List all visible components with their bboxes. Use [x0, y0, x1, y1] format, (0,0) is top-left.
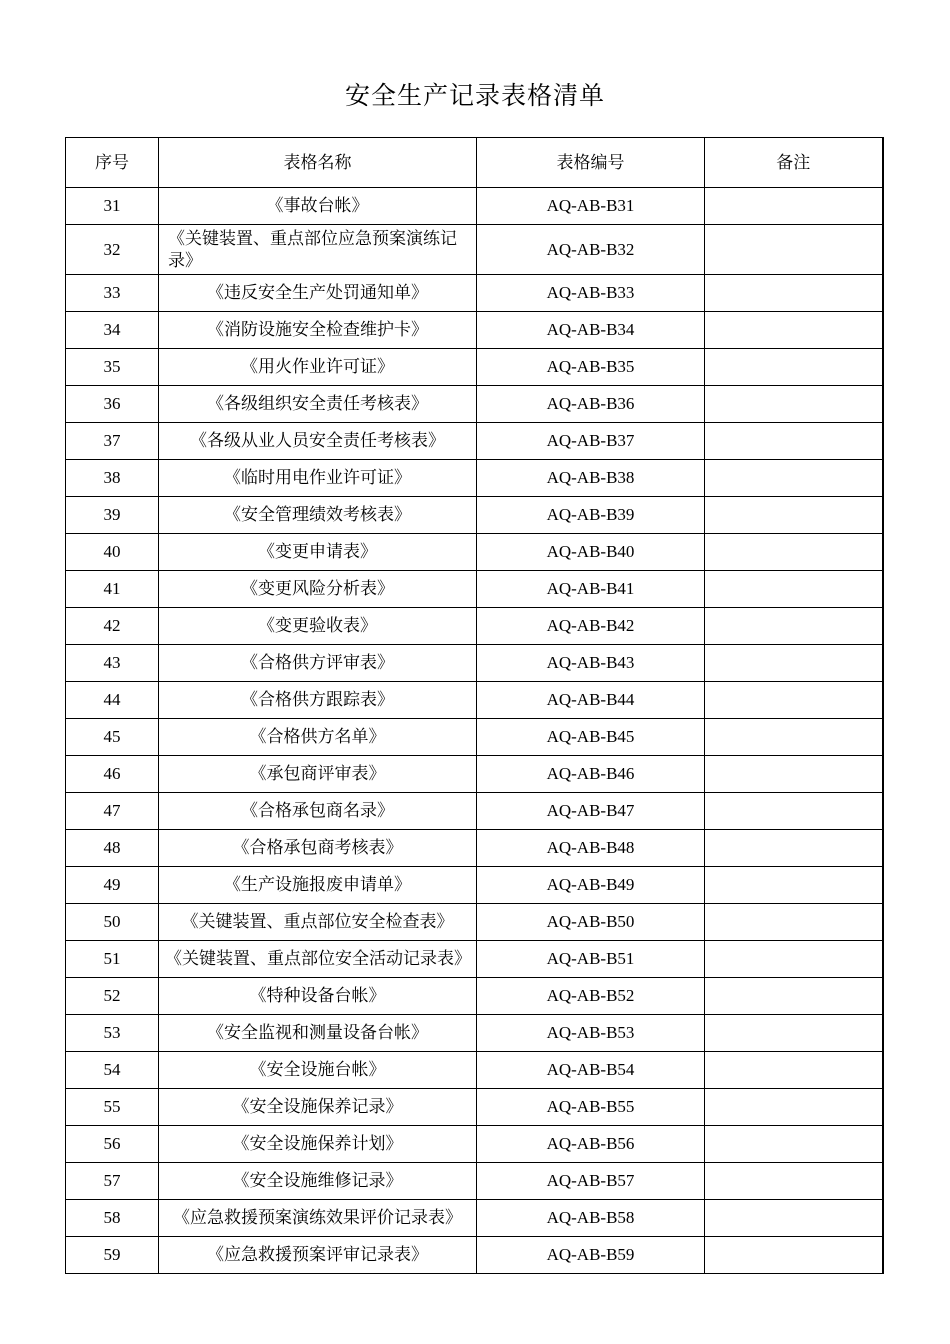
table-row [66, 497, 883, 534]
remarks-cell [705, 571, 883, 608]
table-row [66, 756, 883, 793]
table-row [66, 534, 883, 571]
remarks-cell [705, 1052, 883, 1089]
serial-cell: 53 [66, 1015, 159, 1052]
remarks-cell [705, 904, 883, 941]
table-row [66, 1163, 883, 1200]
form-name-cell: 《消防设施安全检查维护卡》 [159, 312, 477, 349]
serial-cell: 50 [66, 904, 159, 941]
form-name-cell: 《安全设施保养计划》 [159, 1126, 477, 1163]
form-name-cell: 《安全设施维修记录》 [159, 1163, 477, 1200]
serial-cell: 34 [66, 312, 159, 349]
remarks-cell [705, 608, 883, 645]
table-row [66, 188, 883, 225]
remarks-cell [705, 423, 883, 460]
table-row [66, 312, 883, 349]
form-code-cell: AQ-AB-B31 [477, 188, 705, 225]
remarks-cell [705, 1015, 883, 1052]
remarks-cell [705, 645, 883, 682]
form-code-cell: AQ-AB-B49 [477, 867, 705, 904]
form-name-cell: 《安全设施保养记录》 [159, 1089, 477, 1126]
serial-cell: 40 [66, 534, 159, 571]
serial-cell: 33 [66, 275, 159, 312]
serial-cell: 48 [66, 830, 159, 867]
table-row [66, 793, 883, 830]
table-row [66, 1052, 883, 1089]
remarks-cell [705, 719, 883, 756]
remarks-cell [705, 312, 883, 349]
serial-cell: 32 [66, 225, 159, 275]
form-name-cell: 《合格供方跟踪表》 [159, 682, 477, 719]
form-code-cell: AQ-AB-B58 [477, 1200, 705, 1237]
remarks-cell [705, 682, 883, 719]
form-name-cell: 《关键装置、重点部位应急预案演练记录》 [159, 225, 477, 275]
form-code-cell: AQ-AB-B35 [477, 349, 705, 386]
remarks-cell [705, 1126, 883, 1163]
table-row [66, 386, 883, 423]
table-row [66, 645, 883, 682]
form-name-cell: 《违反安全生产处罚通知单》 [159, 275, 477, 312]
form-name-cell: 《各级组织安全责任考核表》 [159, 386, 477, 423]
table-row [66, 225, 883, 275]
form-name-cell: 《临时用电作业许可证》 [159, 460, 477, 497]
form-name-cell: 《安全管理绩效考核表》 [159, 497, 477, 534]
form-code-cell: AQ-AB-B48 [477, 830, 705, 867]
serial-cell: 49 [66, 867, 159, 904]
remarks-cell [705, 349, 883, 386]
remarks-cell [705, 275, 883, 312]
serial-cell: 52 [66, 978, 159, 1015]
form-name-cell: 《安全设施台帐》 [159, 1052, 477, 1089]
remarks-cell [705, 867, 883, 904]
serial-cell: 59 [66, 1237, 159, 1274]
remarks-cell [705, 497, 883, 534]
remarks-cell [705, 756, 883, 793]
remarks-cell [705, 793, 883, 830]
form-name-cell: 《各级从业人员安全责任考核表》 [159, 423, 477, 460]
table-header-row [66, 138, 883, 188]
remarks-cell [705, 460, 883, 497]
serial-cell: 35 [66, 349, 159, 386]
form-name-cell: 《特种设备台帐》 [159, 978, 477, 1015]
form-name-cell: 《合格供方名单》 [159, 719, 477, 756]
remarks-cell [705, 978, 883, 1015]
table-row [66, 682, 883, 719]
form-code-cell: AQ-AB-B32 [477, 225, 705, 275]
form-code-cell: AQ-AB-B55 [477, 1089, 705, 1126]
serial-cell: 42 [66, 608, 159, 645]
header-form-name: 表格名称 [159, 138, 477, 188]
form-code-cell: AQ-AB-B33 [477, 275, 705, 312]
form-code-cell: AQ-AB-B52 [477, 978, 705, 1015]
serial-cell: 37 [66, 423, 159, 460]
document-title: 安全生产记录表格清单 [344, 83, 605, 110]
remarks-cell [705, 1200, 883, 1237]
table-row [66, 275, 883, 312]
form-code-cell: AQ-AB-B45 [477, 719, 705, 756]
form-name-cell: 《事故台帐》 [159, 188, 477, 225]
table-row [66, 1237, 883, 1274]
table-row [66, 904, 883, 941]
form-code-cell: AQ-AB-B51 [477, 941, 705, 978]
remarks-cell [705, 534, 883, 571]
form-code-cell: AQ-AB-B41 [477, 571, 705, 608]
form-code-cell: AQ-AB-B43 [477, 645, 705, 682]
form-code-cell: AQ-AB-B44 [477, 682, 705, 719]
form-code-cell: AQ-AB-B57 [477, 1163, 705, 1200]
serial-cell: 58 [66, 1200, 159, 1237]
table-row [66, 830, 883, 867]
table-row [66, 1015, 883, 1052]
form-code-cell: AQ-AB-B42 [477, 608, 705, 645]
table-row [66, 719, 883, 756]
form-code-cell: AQ-AB-B38 [477, 460, 705, 497]
header-serial: 序号 [66, 138, 159, 188]
form-code-cell: AQ-AB-B50 [477, 904, 705, 941]
serial-cell: 44 [66, 682, 159, 719]
form-code-cell: AQ-AB-B47 [477, 793, 705, 830]
form-code-cell: AQ-AB-B37 [477, 423, 705, 460]
form-code-cell: AQ-AB-B53 [477, 1015, 705, 1052]
table-row [66, 349, 883, 386]
serial-cell: 43 [66, 645, 159, 682]
serial-cell: 55 [66, 1089, 159, 1126]
form-name-cell: 《应急救援预案评审记录表》 [159, 1237, 477, 1274]
form-name-cell: 《变更申请表》 [159, 534, 477, 571]
serial-cell: 45 [66, 719, 159, 756]
form-code-cell: AQ-AB-B36 [477, 386, 705, 423]
remarks-cell [705, 386, 883, 423]
form-name-cell: 《用火作业许可证》 [159, 349, 477, 386]
form-name-cell: 《关键装置、重点部位安全检查表》 [159, 904, 477, 941]
serial-cell: 38 [66, 460, 159, 497]
form-code-cell: AQ-AB-B46 [477, 756, 705, 793]
header-remarks: 备注 [705, 138, 883, 188]
serial-cell: 39 [66, 497, 159, 534]
serial-cell: 54 [66, 1052, 159, 1089]
remarks-cell [705, 1089, 883, 1126]
table-row [66, 941, 883, 978]
form-name-cell: 《安全监视和测量设备台帐》 [159, 1015, 477, 1052]
form-name-cell: 《应急救援预案演练效果评价记录表》 [159, 1200, 477, 1237]
table-row [66, 460, 883, 497]
serial-cell: 56 [66, 1126, 159, 1163]
form-name-cell: 《变更验收表》 [159, 608, 477, 645]
form-code-cell: AQ-AB-B40 [477, 534, 705, 571]
remarks-cell [705, 830, 883, 867]
remarks-cell [705, 225, 883, 275]
table-row [66, 1089, 883, 1126]
remarks-cell [705, 941, 883, 978]
form-name-cell: 《变更风险分析表》 [159, 571, 477, 608]
remarks-cell [705, 1237, 883, 1274]
serial-cell: 57 [66, 1163, 159, 1200]
form-name-cell: 《合格承包商名录》 [159, 793, 477, 830]
table-row [66, 867, 883, 904]
serial-cell: 47 [66, 793, 159, 830]
form-name-cell: 《关键装置、重点部位安全活动记录表》 [159, 941, 477, 978]
form-name-cell: 《合格承包商考核表》 [159, 830, 477, 867]
table-row [66, 423, 883, 460]
table-row [66, 1200, 883, 1237]
form-name-cell: 《生产设施报废申请单》 [159, 867, 477, 904]
table-row [66, 608, 883, 645]
form-code-cell: AQ-AB-B56 [477, 1126, 705, 1163]
serial-cell: 36 [66, 386, 159, 423]
form-code-cell: AQ-AB-B59 [477, 1237, 705, 1274]
form-name-cell: 《承包商评审表》 [159, 756, 477, 793]
form-code-cell: AQ-AB-B39 [477, 497, 705, 534]
serial-cell: 31 [66, 188, 159, 225]
remarks-cell [705, 188, 883, 225]
form-name-cell: 《合格供方评审表》 [159, 645, 477, 682]
serial-cell: 51 [66, 941, 159, 978]
serial-cell: 41 [66, 571, 159, 608]
remarks-cell [705, 1163, 883, 1200]
serial-cell: 46 [66, 756, 159, 793]
table-row [66, 1126, 883, 1163]
table-row [66, 978, 883, 1015]
form-code-cell: AQ-AB-B34 [477, 312, 705, 349]
table-row [66, 571, 883, 608]
form-code-cell: AQ-AB-B54 [477, 1052, 705, 1089]
records-table [65, 137, 884, 1274]
header-form-code: 表格编号 [477, 138, 705, 188]
